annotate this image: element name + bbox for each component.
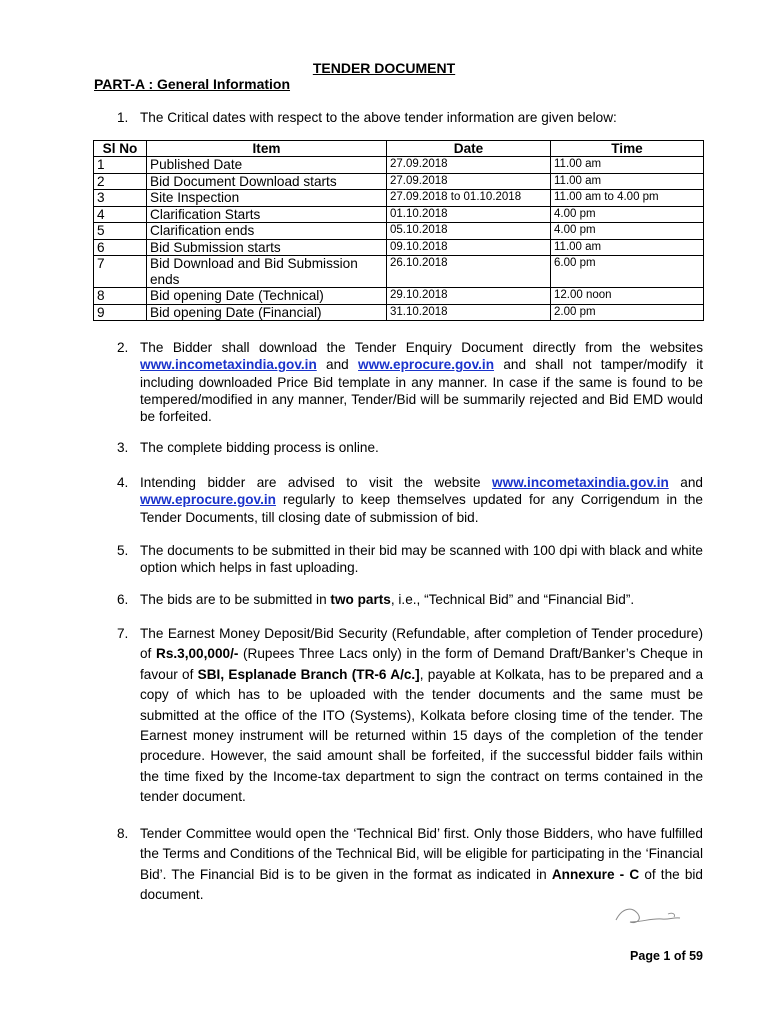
page-number: Page 1 of 59 xyxy=(630,949,703,963)
col-header-item: Item xyxy=(147,141,387,157)
cell-date: 05.10.2018 xyxy=(387,223,551,240)
table-row xyxy=(94,206,704,223)
item-text: The Critical dates with respect to the above tender information are given below: xyxy=(140,110,617,125)
item-number: 1. xyxy=(117,110,129,125)
text-span: The bids are to be submitted in xyxy=(140,592,331,607)
table-row xyxy=(94,239,704,256)
cell-sl-no: 3 xyxy=(94,190,147,207)
list-item-6 xyxy=(117,591,703,608)
cell-item: Clarification Starts xyxy=(147,206,387,223)
item-text xyxy=(140,474,703,526)
item-number: 4. xyxy=(117,475,129,490)
cell-item: Bid opening Date (Technical) xyxy=(147,288,387,305)
text-span: Tender Committee would open the ‘Technical Bid’ first. Only those Bidders, who have fulfilled the Terms and Conditions of the Technical Bid, will be eligible for participating in the ‘Financial Bid’. The Financial Bid is to be given in the format as indicated in xyxy=(140,826,703,882)
cell-sl-no: 7 xyxy=(94,256,147,288)
table-row xyxy=(94,304,704,321)
cell-date: 27.09.2018 xyxy=(387,157,551,174)
cell-time: 4.00 pm xyxy=(551,206,704,223)
text-span: of the bid document. xyxy=(140,866,703,903)
cell-date: 29.10.2018 xyxy=(387,288,551,305)
item-text xyxy=(140,339,703,425)
item-text: The complete bidding process is online. xyxy=(140,440,379,455)
table-row xyxy=(94,288,704,305)
list-item-5 xyxy=(117,542,703,577)
col-header-time: Time xyxy=(551,141,704,157)
text-span: (Rupees Three Lacs only) in the form of Demand Draft/Banker’s Cheque in favour of xyxy=(140,646,703,682)
item-text: The documents to be submitted in their bid may be scanned with 100 dpi with black and white option which helps in fast uploading. xyxy=(140,543,703,576)
cell-date: 01.10.2018 xyxy=(387,206,551,223)
cell-time: 11.00 am xyxy=(551,173,704,190)
table-row xyxy=(94,173,704,190)
page-title: TENDER DOCUMENT xyxy=(312,60,456,76)
cell-time: 6.00 pm xyxy=(551,256,704,288)
item-number: 2. xyxy=(117,340,129,355)
cell-date: 09.10.2018 xyxy=(387,239,551,256)
cell-date: 26.10.2018 xyxy=(387,256,551,288)
text-span: and xyxy=(316,357,359,373)
incometaxindia-link[interactable]: www.incometaxindia.gov.in xyxy=(492,475,669,490)
cell-time: 11.00 am to 4.00 pm xyxy=(551,190,704,207)
text-span: and xyxy=(668,475,703,490)
list-item-2 xyxy=(117,339,703,425)
table-header-row xyxy=(94,141,704,157)
cell-sl-no: 9 xyxy=(94,304,147,321)
cell-item: Bid Submission starts xyxy=(147,239,387,256)
cell-sl-no: 2 xyxy=(94,173,147,190)
signature-mark xyxy=(612,902,692,930)
item-number: 6. xyxy=(117,592,129,607)
item-number: 8. xyxy=(117,826,129,841)
list-item-1 xyxy=(117,109,703,126)
cell-time: 2.00 pm xyxy=(551,304,704,321)
item-number: 5. xyxy=(117,543,129,558)
cell-sl-no: 8 xyxy=(94,288,147,305)
cell-time: 4.00 pm xyxy=(551,223,704,240)
item-number: 3. xyxy=(117,440,129,455)
cell-item: Bid opening Date (Financial) xyxy=(147,304,387,321)
cell-item: Bid Download and Bid Submission ends xyxy=(147,256,387,288)
cell-item: Clarification ends xyxy=(147,223,387,240)
cell-date: 27.09.2018 xyxy=(387,173,551,190)
text-span: , payable at Kolkata, has to be prepared and a copy of which has to be uploaded with the tender documents and the same must be submitted at the office of the ITO (Systems), Kolkata before closing time of the tender. The Earnest money instrument will be returned within 15 days of the completion of the tender procedure. However, the said amount shall be forfeited, if the successful bidder fails within the time fixed by the Income-tax department to sign the contract on terms contained in the tender document. xyxy=(140,666,704,805)
cell-item: Site Inspection xyxy=(147,190,387,207)
list-item-7 xyxy=(117,624,703,808)
text-span: , i.e., “Technical Bid” and “Financial Bid”. xyxy=(390,592,635,607)
bold-text: two parts xyxy=(330,592,391,607)
critical-dates-table xyxy=(93,140,704,321)
list-item-4 xyxy=(117,474,703,526)
bold-text: SBI, Esplanade Branch (TR-6 A/c.] xyxy=(197,666,420,682)
cell-sl-no: 6 xyxy=(94,239,147,256)
cell-sl-no: 4 xyxy=(94,206,147,223)
text-span: The Earnest Money Deposit/Bid Security (Refundable, after completion of Tender procedure) of xyxy=(140,626,703,662)
bold-text: Annexure - C xyxy=(551,866,640,882)
incometaxindia-link[interactable]: www.incometaxindia.gov.in xyxy=(140,357,317,373)
item-text xyxy=(140,624,703,808)
col-header-sl-no: Sl No xyxy=(94,141,147,157)
text-span: regularly to keep themselves updated for any Corrigendum in the Tender Documents, till closing date of submission of bid. xyxy=(140,492,703,525)
list-item-3 xyxy=(117,439,703,456)
cell-time: 11.00 am xyxy=(551,239,704,256)
table-row xyxy=(94,256,704,288)
cell-item: Published Date xyxy=(147,157,387,174)
cell-date: 27.09.2018 to 01.10.2018 xyxy=(387,190,551,207)
item-text xyxy=(140,591,703,608)
item-text xyxy=(140,824,703,906)
text-span: and shall not tamper/modify it including downloaded Price Bid template in any manner. In case if the same is found to be tempered/modified in any manner, Tender/Bid will be summarily rejected and Bid EMD would be forfeited. xyxy=(140,357,703,425)
text-span: The Bidder shall download the Tender Enquiry Document directly from the websites xyxy=(140,340,703,355)
item-number: 7. xyxy=(117,626,129,641)
table-row xyxy=(94,223,704,240)
list-item-8 xyxy=(117,824,703,906)
col-header-date: Date xyxy=(387,141,551,157)
cell-date: 31.10.2018 xyxy=(387,304,551,321)
part-heading: PART-A : General Information xyxy=(94,76,291,92)
eprocure-link[interactable]: www.eprocure.gov.in xyxy=(140,492,276,508)
cell-sl-no: 5 xyxy=(94,223,147,240)
table-row xyxy=(94,190,704,207)
cell-time: 11.00 am xyxy=(551,157,704,174)
text-span: Intending bidder are advised to visit the website xyxy=(140,475,493,490)
cell-item: Bid Document Download starts xyxy=(147,173,387,190)
cell-time: 12.00 noon xyxy=(551,288,704,305)
eprocure-link[interactable]: www.eprocure.gov.in xyxy=(358,357,495,373)
cell-sl-no: 1 xyxy=(94,157,147,174)
table-row xyxy=(94,157,704,174)
bold-text: Rs.3,00,000/- xyxy=(156,646,239,662)
